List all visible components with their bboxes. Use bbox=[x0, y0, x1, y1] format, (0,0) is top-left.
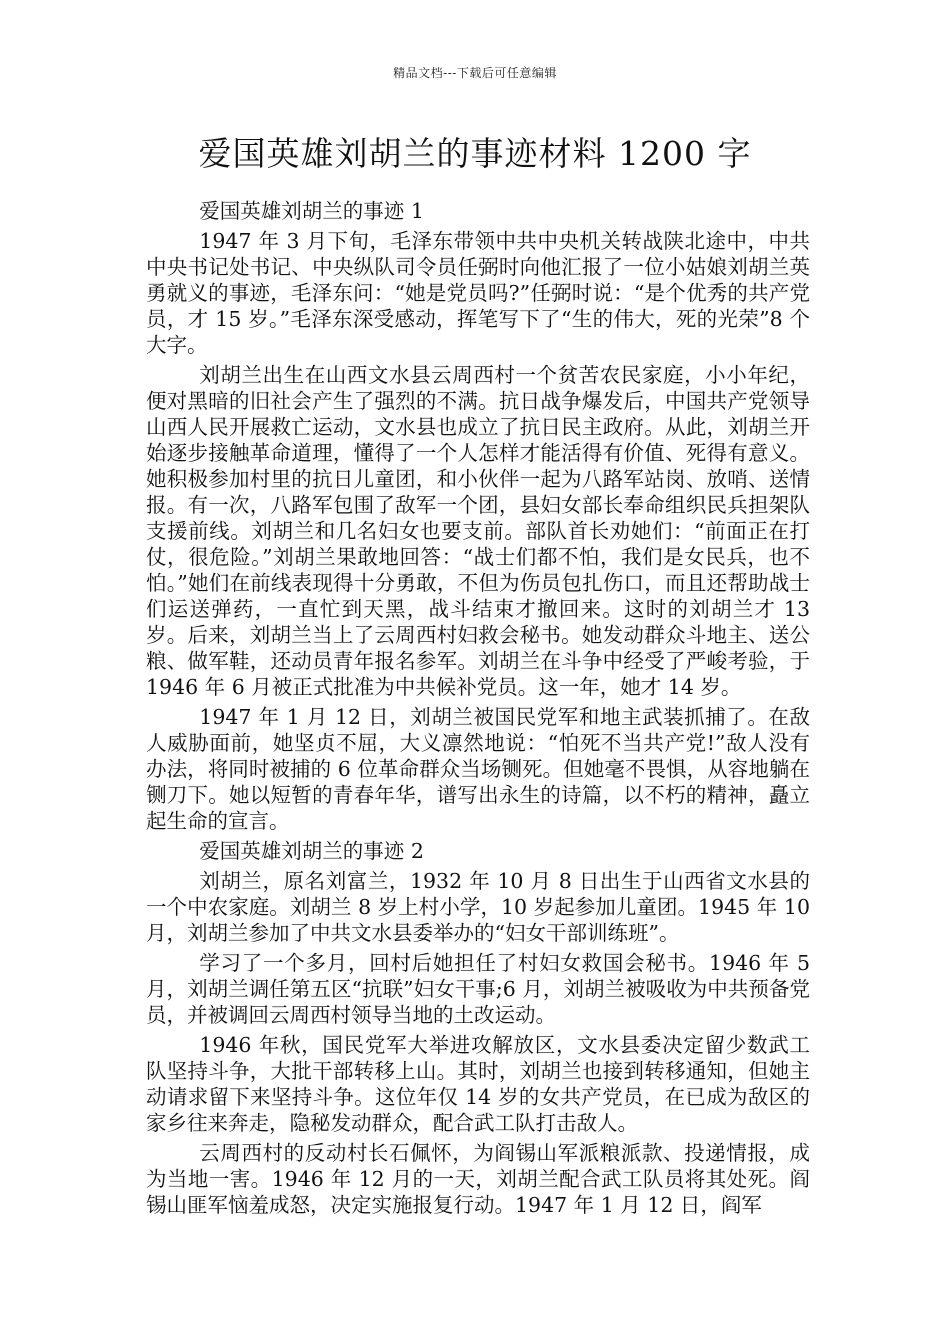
document-title: 爱国英雄刘胡兰的事迹材料 1200 字 bbox=[198, 134, 752, 173]
paragraph: 1947 年 3 月下旬，毛泽东带领中共中央机关转战陕北途中，中共中央书记处书记、中央纵队司令员任弼时向他汇报了一位小姑娘刘胡兰英勇就义的事迹，毛泽东问：“她是党员吗?”任弼时说：“是个优秀的共产党员，才 15 岁。”毛泽东深受感动，挥笔写下了“生的伟大，死的光荣”8 个大字。 bbox=[146, 229, 810, 357]
paragraph: 学习了一个多月，回村后她担任了村妇女救国会秘书。1946 年 5 月，刘胡兰调任第五区“抗联”妇女干事;6 月，刘胡兰被吸收为中共预备党员，并被调回云周西村领导当地的土改运动。 bbox=[146, 951, 810, 1027]
paragraph: 刘胡兰，原名刘富兰，1932 年 10 月 8 日出生于山西省文水县的一个中农家庭。刘胡兰 8 岁上村小学，10 岁起参加儿童团。1945 年 10 月，刘胡兰参加了中共文水县委举办的“妇女干部训练班”。 bbox=[146, 869, 810, 945]
paragraph: 1947 年 1 月 12 日，刘胡兰被国民党军和地主武装抓捕了。在敌人威胁面前，她坚贞不屈，大义凛然地说：“怕死不当共产党!”敌人没有办法，将同时被捕的 6 位革命群众当场铡死。但她毫不畏惧，从容地躺在铡刀下。她以短暂的青春年华，谱写出永生的诗篇，以不朽的精神，矗立起生命的宣言。 bbox=[146, 705, 810, 833]
paragraph: 刘胡兰出生在山西文水县云周西村一个贫苦农民家庭，小小年纪，便对黑暗的旧社会产生了强烈的不满。抗日战争爆发后，中国共产党领导山西人民开展救亡运动，文水县也成立了抗日民主政府。从此，刘胡兰开始逐步接触革命道理，懂得了一个人怎样才能活得有价值、死得有意义。她积极参加村里的抗日儿童团，和小伙伴一起为八路军站岗、放哨、送情报。有一次，八路军包围了敌军一个团，县妇女部长奉命组织民兵担架队支援前线。刘胡兰和几名妇女也要支前。部队首长劝她们：“前面正在打仗，很危险。”刘胡兰果敢地回答：“战士们都不怕，我们是女民兵，也不怕。”她们在前线表现得十分勇敢，不但为伤员包扎伤口，而且还帮助战士们运送弹药，一直忙到天黑，战斗结束才撤回来。这时的刘胡兰才 13 岁。后来，刘胡兰当上了云周西村妇救会秘书。她发动群众斗地主、送公粮、做军鞋，还动员青年报名参军。刘胡兰在斗争中经受了严峻考验，于 1946 年 6 月被正式批准为中共候补党员。这一年，她才 14 岁。 bbox=[146, 363, 810, 699]
section-heading: 爱国英雄刘胡兰的事迹 2 bbox=[199, 839, 424, 863]
paragraph: 1946 年秋，国民党军大举进攻解放区，文水县委决定留少数武工队坚持斗争，大批干部转移上山。其时，刘胡兰也接到转移通知，但她主动请求留下来坚持斗争。这位年仅 14 岁的女共产党员，在已成为敌区的家乡往来奔走，隐秘发动群众，配合武工队打击敌人。 bbox=[146, 1033, 810, 1135]
document-body bbox=[146, 198, 810, 1222]
section-heading: 爱国英雄刘胡兰的事迹 1 bbox=[199, 199, 424, 223]
header-note: 精品文档---下载后可任意编辑 bbox=[393, 66, 557, 80]
paragraph: 云周西村的反动村长石佩怀，为阎锡山军派粮派款、投递情报，成为当地一害。1946 年 12 月的一天，刘胡兰配合武工队员将其处死。阎锡山匪军恼羞成怒，决定实施报复行动。1947 年 1 月 12 日，阎军 bbox=[146, 1141, 810, 1217]
